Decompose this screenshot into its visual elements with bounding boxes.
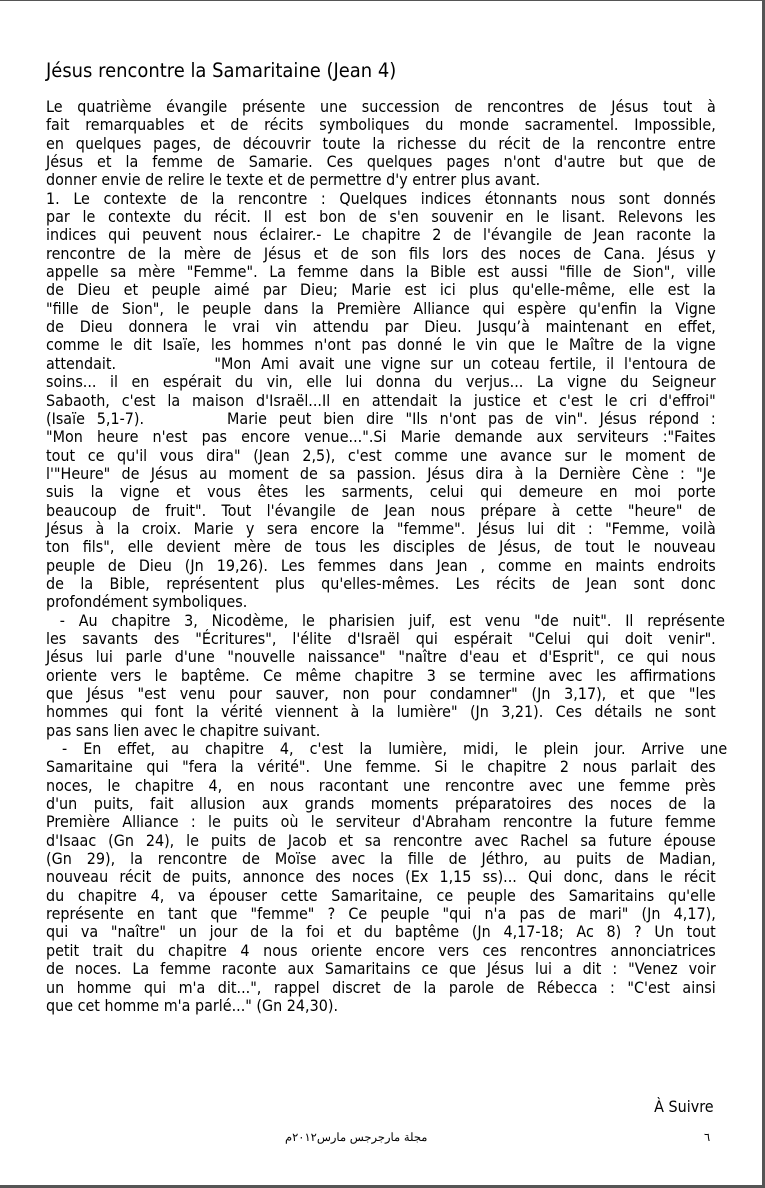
- text-line: de noces. La femme raconte aux Samaritains ce que Jésus lui a dit : "Venez voir: [46, 960, 716, 979]
- text-line: profondément symboliques.: [46, 593, 248, 612]
- text-line: hommes qui font la vérité viennent à la lumière" (Jn 3,21). Ces détails ne sont: [46, 703, 716, 722]
- text-line: - En effet, au chapitre 4, c'est la lumière, midi, le plein jour. Arrive une: [46, 740, 728, 759]
- text-line: qui va "naître" un jour de la foi et du baptême (Jn 4,17-18; Ac 8) ? Un tout: [46, 923, 716, 942]
- text-line: (Gn 29), la rencontre de Moïse avec la fille de Jéthro, au puits de Madian,: [46, 850, 716, 869]
- text-line: pas sans lien avec le chapitre suivant.: [46, 721, 321, 740]
- text-line: que Jésus "est venu pour sauver, non pour condamner" (Jn 3,17), et que "les: [46, 685, 716, 703]
- text-line: de Dieu donnera le vrai vin attendu par Dieu. Jusqu’à maintenant en effet,: [46, 318, 716, 337]
- text-line: en quelques pages, de découvrir toute la richesse du récit de la rencontre entre: [46, 134, 716, 153]
- text-line: "Mon heure n'est pas encore venue...".Si Marie demande aux serviteurs :"Faites: [46, 428, 716, 447]
- text-line: tout ce qu'il vous dira" (Jean 2,5), c'est comme une avance sur le moment de: [46, 446, 716, 465]
- text-line: du chapitre 4, va épouser cette Samaritaine, ce peuple des Samaritains qu'elle: [46, 886, 716, 905]
- text-line: Première Alliance : le puits où le serviteur d'Abraham rencontre la future femme: [46, 813, 716, 832]
- text-line: Jésus lui parle d'une "nouvelle naissance" "naître d'eau et d'Esprit", ce qui nous: [46, 648, 716, 667]
- article-body: [46, 98, 728, 1015]
- text-line: Sabaoth, c'est la maison d'Israël...Il en attendait la justice et c'est le cri d'effroi": [46, 391, 716, 410]
- text-line: suis la vigne et vous êtes les sarments, celui qui demeure en moi porte: [46, 483, 716, 502]
- text-line: fait remarquables et de récits symboliques du monde sacramentel. Impossible,: [46, 116, 716, 135]
- text-line: d'un puits, fait allusion aux grands moments préparatoires des noces de la: [46, 795, 716, 814]
- footer-publication: مجلة مارجرجس مارس٢٠١٢م: [285, 1130, 428, 1144]
- text-line: soins... il en espérait du vin, elle lui donna du verjus... La vigne du Seigneur: [46, 373, 716, 392]
- text-line: oriente vers le baptême. Ce même chapitre 3 se termine avec les affirmations: [46, 666, 716, 685]
- text-line: noces, le chapitre 4, en nous racontant une rencontre avec une femme près: [46, 776, 716, 795]
- text-line: de la Bible, représentent plus qu'elles-mêmes. Les récits de Jean sont donc: [46, 574, 716, 593]
- text-line: d'Isaac (Gn 24), le puits de Jacob et sa rencontre avec Rachel sa future épouse: [46, 831, 716, 850]
- footer-page-number: ٦: [704, 1130, 711, 1144]
- text-line: de Dieu et peuple aimé par Dieu; Marie est ici plus qu'elle-même, elle est la: [46, 281, 716, 300]
- text-line: "fille de Sion", le peuple dans la Première Alliance qui espère qu'enfin la Vigne: [46, 299, 716, 318]
- text-line: nouveau récit de puits, annonce des noces (Ex 1,15 ss)... Qui donc, dans le récit: [46, 868, 716, 887]
- text-line: par le contexte du récit. Il est bon de s'en souvenir en le lisant. Relevons les: [46, 208, 716, 227]
- text-line: attendait. "Mon Ami avait une vigne sur un coteau fertile, il l'entoura de: [46, 354, 716, 373]
- text-line: les savants des "Écritures", l'élite d'Israël qui espérait "Celui qui doit venir".: [46, 629, 716, 648]
- text-line: un homme qui m'a dit...", rappel discret de la parole de Rébecca : "C'est ainsi: [46, 978, 716, 997]
- article-title: Jésus rencontre la Samaritaine (Jean 4): [46, 59, 397, 82]
- text-line: (Isaïe 5,1-7). Marie peut bien dire "Ils n'ont pas de vin". Jésus répond :: [46, 409, 716, 428]
- text-line: Samaritaine qui "fera la vérité". Une femme. Si le chapitre 2 nous parlait des: [46, 758, 716, 777]
- text-line: appelle sa mère "Femme". La femme dans la Bible est aussi "fille de Sion", ville: [46, 263, 716, 282]
- text-line: peuple de Dieu (Jn 19,26). Les femmes dans Jean , comme en maints endroits: [46, 556, 716, 575]
- text-line: donner envie de relire le texte et de permettre d'y entrer plus avant.: [46, 171, 541, 190]
- text-line: petit trait du chapitre 4 nous oriente encore vers ces rencontres annonciatrices: [46, 941, 716, 960]
- text-line: Jésus et la femme de Samarie. Ces quelques pages n'ont d'autre but que de: [46, 153, 716, 172]
- text-line: ton fils", elle devient mère de tous les disciples de Jésus, de tout le nouveau: [46, 538, 716, 557]
- text-line: Le quatrième évangile présente une succession de rencontres de Jésus tout à: [46, 98, 716, 116]
- text-line: 1. Le contexte de la rencontre : Quelques indices étonnants nous sont donnés: [46, 189, 716, 208]
- text-line: l'"Heure" de Jésus au moment de sa passion. Jésus dira à la Dernière Cène : "Je: [46, 464, 716, 483]
- text-line: Jésus à la croix. Marie y sera encore la "femme". Jésus lui dit : "Femme, voilà: [46, 519, 716, 538]
- text-line: représente en tant que "femme" ? Ce peuple "qui n'a pas de mari" (Jn 4,17),: [46, 905, 716, 924]
- text-line: beaucoup de fruit". Tout l'évangile de Jean nous prépare à cette "heure" de: [46, 501, 716, 520]
- text-line: rencontre de la mère de Jésus et de son fils lors des noces de Cana. Jésus y: [46, 244, 716, 263]
- text-line: que cet homme m'a parlé..." (Gn 24,30).: [46, 996, 339, 1015]
- text-line: comme le dit Isaïe, les hommes n'ont pas donné le vin que le Maître de la vigne: [46, 336, 716, 355]
- to-be-continued: À Suivre: [654, 1098, 714, 1116]
- text-line: - Au chapitre 3, Nicodème, le pharisien juif, est venu "de nuit". Il représente: [46, 611, 725, 630]
- text-line: indices qui peuvent nous éclairer.- Le chapitre 2 de l'évangile de Jean raconte la: [46, 226, 716, 245]
